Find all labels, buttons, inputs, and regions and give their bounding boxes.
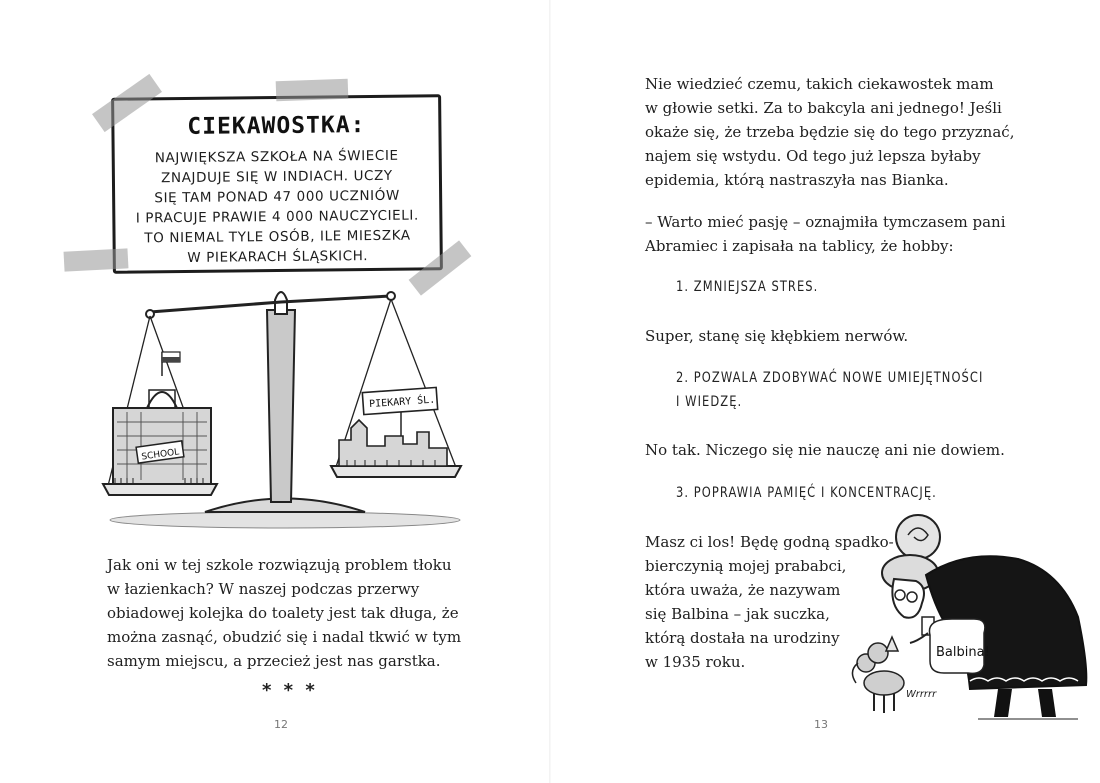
fact-line: W PIEKARACH ŚLĄSKICH. [187,248,369,266]
text-line: w 1935 roku. [645,653,746,671]
comment-2: No tak. Niczego się nie nauczę ani nie dowiem. [645,441,1005,459]
text-line: epidemia, którą nastraszyła nas Bianka. [645,171,949,189]
section-separator: * * * [262,680,318,701]
fact-line: SIĘ TAM PONAD 47 000 UCZNIÓW [154,187,400,207]
handwritten-list-item-2-cont: I WIEDZĘ. [676,394,743,410]
city-sign-text: PIEKARY ŚL. [368,394,436,411]
text-line: samym miejscu, a przecież jest nas garstka. [107,652,441,670]
handwritten-list-item-3: 3. POPRAWIA PAMIĘĆ I KONCENTRACJĘ. [676,485,937,501]
fact-line: I PRACUJE PRAWIE 4 000 NAUCZYCIELI. [135,207,419,227]
page-gutter [549,0,551,783]
page-number-right: 13 [814,718,828,731]
text-line: okaże się, że trzeba będzie się do tego przyznać, [645,123,1015,141]
text-line: można zasnąć, obudzić się i nadal tkwić w tym [107,628,462,646]
comment-1: Super, stanę się kłębkiem nerwów. [645,327,909,345]
fact-line: TO NIEMAL TYLE OSÓB, ILE MIESZKA [144,227,411,247]
fact-box [111,94,443,273]
text-line: się Balbina – jak suczka, [645,605,830,623]
page-number-left: 12 [274,718,288,731]
text-line: Masz ci los! Będę godną spadko- [645,533,894,551]
tape-strip [64,248,129,271]
grandma-and-dog-illustration [848,505,1093,727]
text-line: w głowie setki. Za to bakcyla ani jednego! Jeśli [645,99,1002,117]
text-line: najem się wstydu. Od tego już lepsza byłaby [645,147,981,165]
speech-bubble-text: Balbina! [936,645,990,660]
text-line: w łazienkach? W naszej podczas przerwy [107,580,420,598]
text-line: obiadowej kolejka do toalety jest tak długa, że [107,604,459,622]
dog-growl-text: Wrrrrr [906,689,937,700]
text-line: Abramiec i zapisała na tablicy, że hobby: [645,237,954,255]
handwritten-list-item-1: 1. ZMNIEJSZA STRES. [676,279,819,295]
fact-line: NAJWIĘKSZA SZKOŁA NA ŚWIECIE [154,147,399,167]
text-line: Nie wiedzieć czemu, takich ciekawostek mam [645,75,994,93]
text-line: bierczynią mojej prababci, [645,557,847,575]
text-line: którą dostała na urodziny [645,629,840,647]
fact-line: ZNAJDUJE SIĘ W INDIACH. UCZY [161,167,393,187]
fact-box-title: CIEKAWOSTKA: [187,112,366,140]
text-line: która uważa, że nazywam [645,581,841,599]
balance-scale-illustration [95,280,475,535]
text-line: Jak oni w tej szkole rozwiązują problem tłoku [107,556,452,574]
tape-strip [276,79,349,102]
school-sign-text: SCHOOL [140,447,180,463]
handwritten-list-item-2: 2. POZWALA ZDOBYWAĆ NOWE UMIEJĘTNOŚCI [676,370,984,386]
text-line: – Warto mieć pasję – oznajmiła tymczasem pani [645,213,1006,231]
